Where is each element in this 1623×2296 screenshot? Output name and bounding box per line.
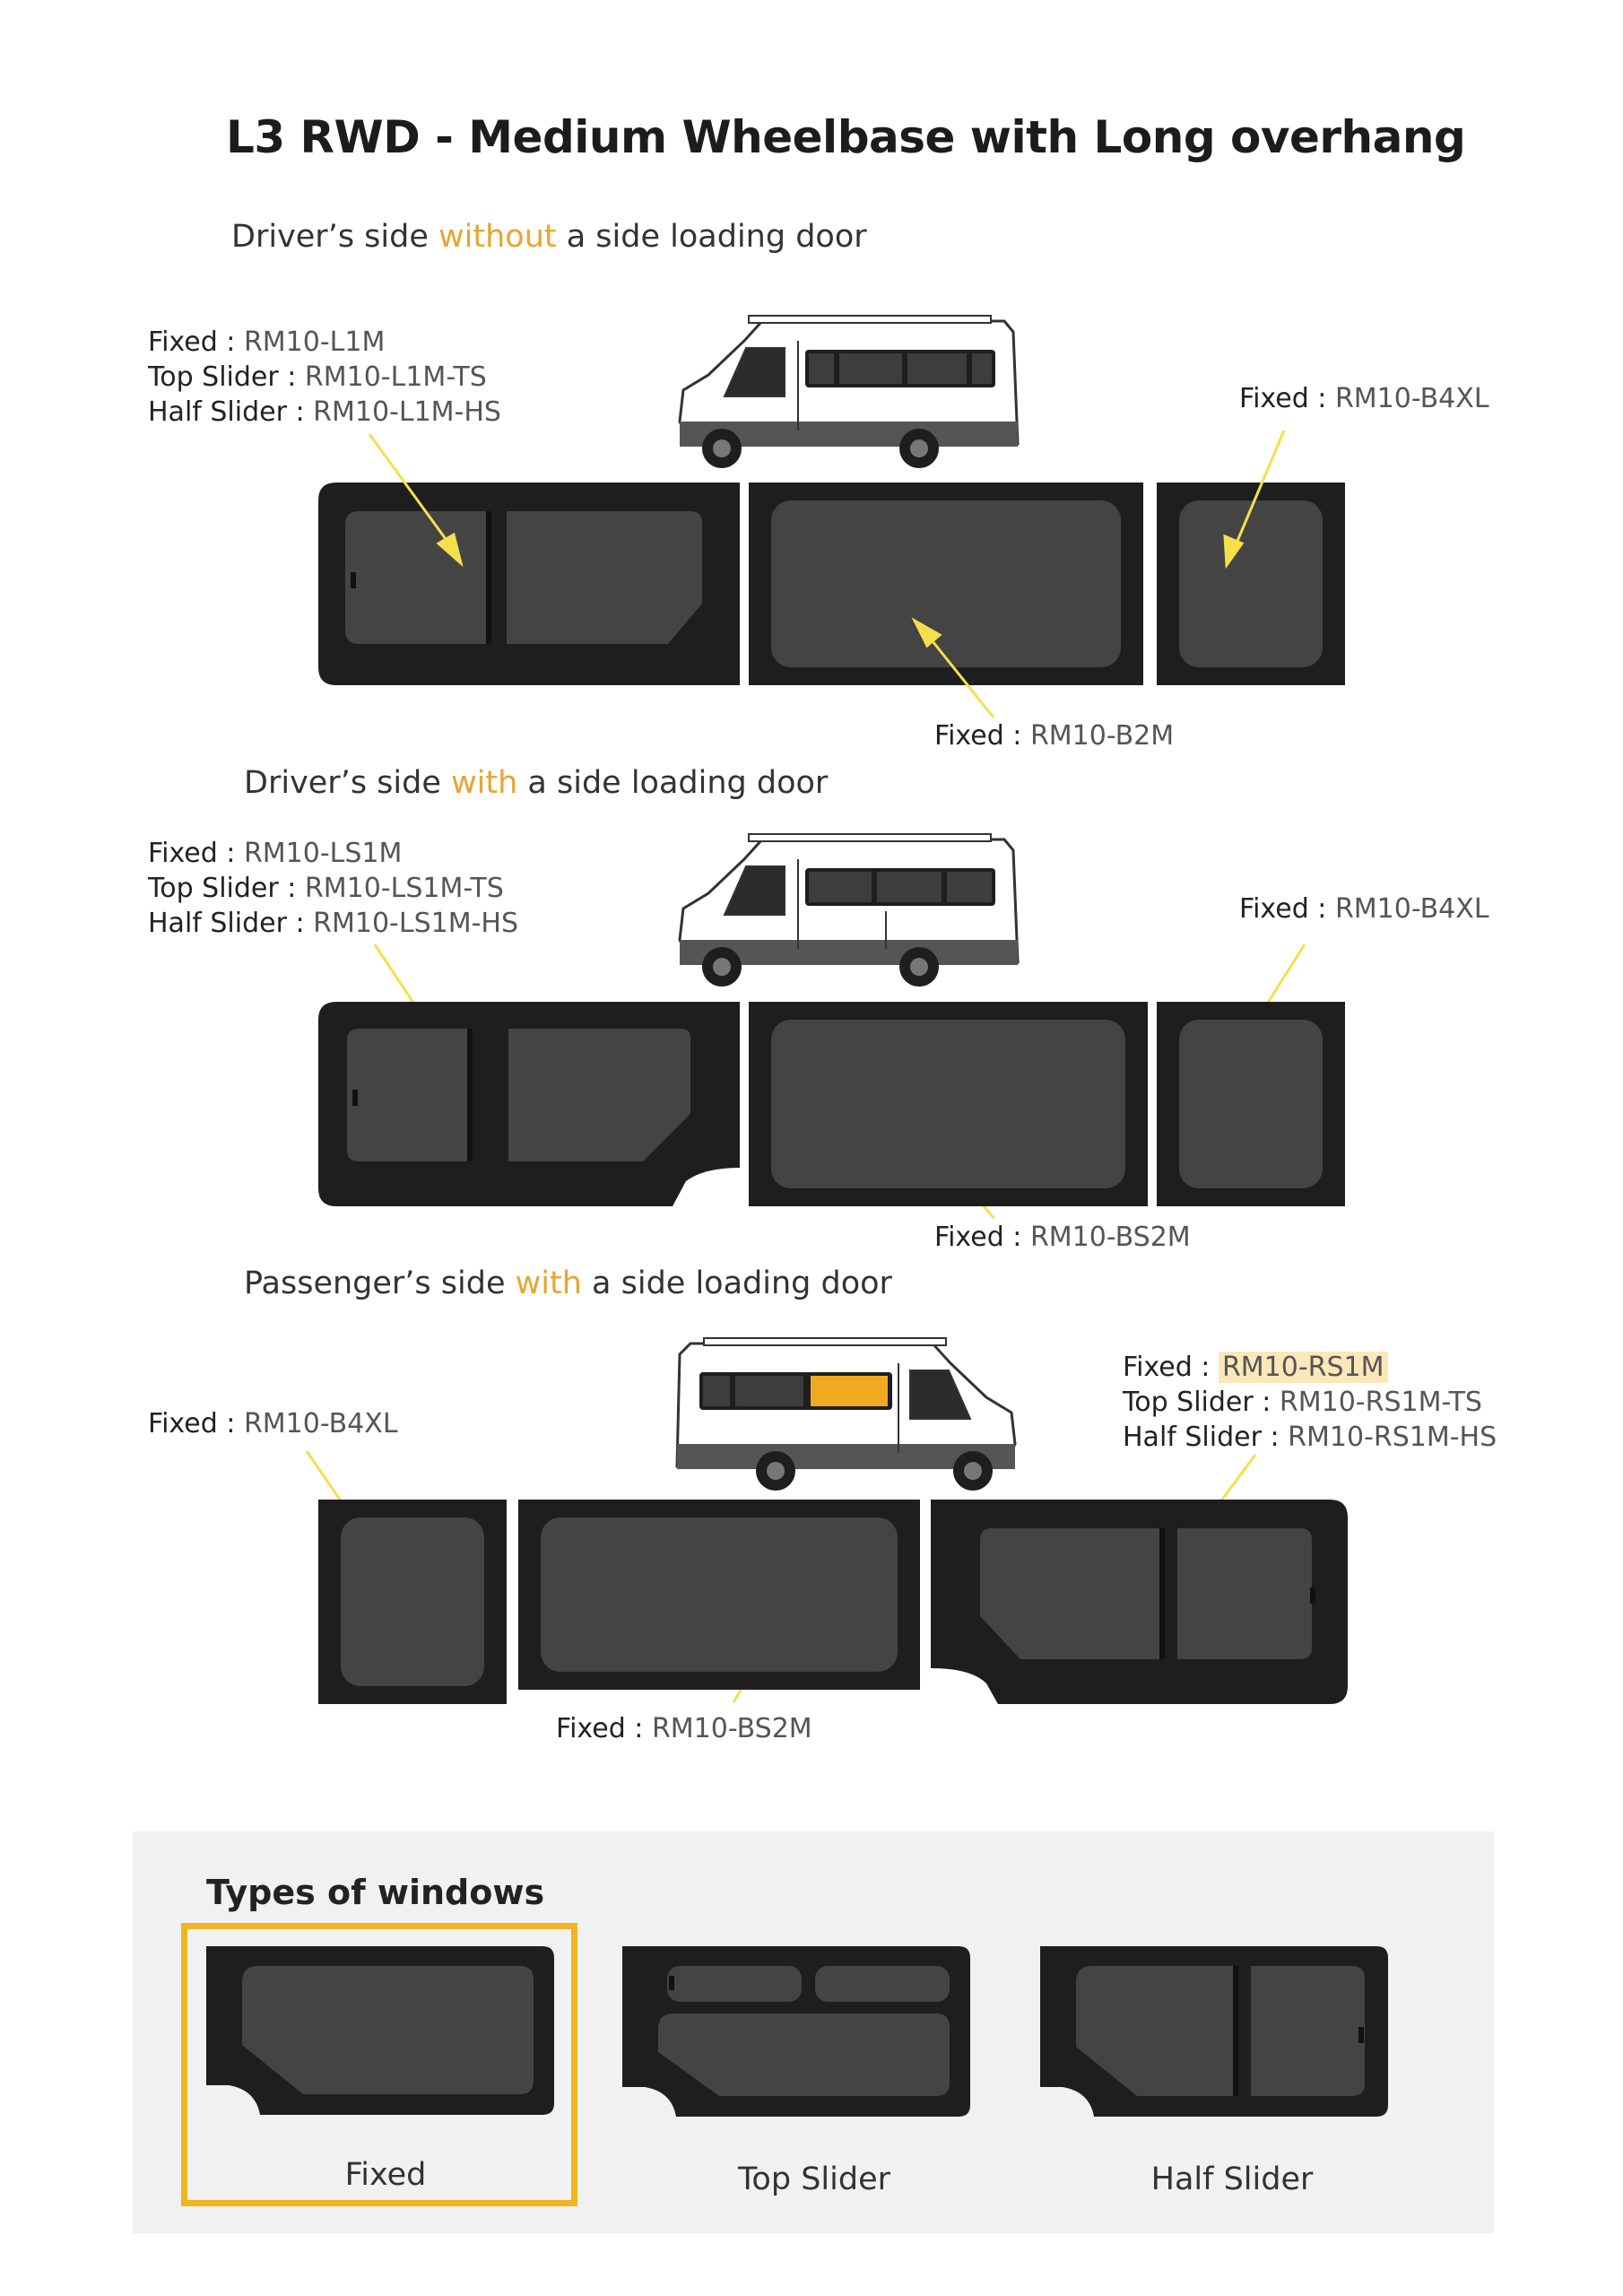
window-type-half-slider-diagram[interactable]: [1040, 1946, 1388, 2117]
spec-middle-window: Fixed : RM10-BS2M: [556, 1713, 812, 1744]
spec-line: Fixed : RM10-RS1M: [1123, 1350, 1497, 1385]
heading-text: Driver’s side: [244, 765, 452, 801]
spec-line: Half Slider : RM10-LS1M-HS: [148, 908, 519, 939]
spec-middle-window: Fixed : RM10-B2M: [934, 720, 1175, 752]
spec-line: Top Slider : RM10-RS1M-TS: [1123, 1387, 1482, 1418]
window-panel-front: [931, 1500, 1348, 1704]
type-label-half-slider: Half Slider: [1150, 2161, 1314, 2197]
spec-middle-window: Fixed : RM10-BS2M: [934, 1222, 1191, 1253]
spec-line: Fixed : RM10-L1M: [148, 326, 386, 358]
spec-line: Half Slider : RM10-RS1M-HS: [1123, 1422, 1497, 1453]
spec-list-front-window: [1123, 1350, 1497, 1455]
spec-list-front-window: [148, 836, 518, 941]
heading-text: Passenger’s side: [244, 1265, 516, 1301]
section-heading-driver-with-door: [244, 765, 828, 801]
window-type-top-slider-diagram[interactable]: [622, 1946, 970, 2117]
spec-line: Top Slider : RM10-L1M-TS: [148, 361, 487, 393]
spec-line: Half Slider : RM10-L1M-HS: [148, 396, 501, 428]
heading-text: a side loading door: [517, 765, 829, 801]
heading-accent: without: [438, 219, 557, 255]
page-title: L3 RWD - Medium Wheelbase with Long overhang: [226, 111, 1466, 163]
window-panel-front: [318, 1002, 740, 1206]
window-panel-rear: [318, 1500, 507, 1704]
heading-text: a side loading door: [556, 219, 867, 255]
window-panel-rear: [1157, 1002, 1345, 1206]
type-label-fixed: Fixed: [344, 2157, 427, 2193]
heading-text: a side loading door: [581, 1265, 892, 1301]
heading-accent: with: [515, 1265, 582, 1301]
window-type-fixed-diagram[interactable]: [206, 1946, 554, 2115]
van-illustration: [673, 832, 1022, 994]
section-heading-passenger-with-door: [244, 1265, 892, 1301]
highlighted-code: RM10-RS1M: [1219, 1352, 1388, 1383]
window-panel-middle: [749, 1002, 1148, 1206]
spec-line: Fixed : RM10-LS1M: [148, 838, 403, 869]
types-title: Types of windows: [206, 1873, 545, 1912]
spec-rear-window: Fixed : RM10-B4XL: [1239, 893, 1489, 925]
type-label-top-slider: Top Slider: [738, 2161, 890, 2197]
window-panel-middle: [518, 1500, 920, 1690]
heading-text: Driver’s side: [231, 219, 439, 255]
spec-line: Top Slider : RM10-LS1M-TS: [148, 873, 504, 904]
spec-rear-window: Fixed : RM10-B4XL: [148, 1408, 398, 1439]
heading-accent: with: [451, 765, 518, 801]
spec-rear-window: Fixed : RM10-B4XL: [1239, 383, 1489, 414]
van-illustration: [673, 1336, 1022, 1498]
